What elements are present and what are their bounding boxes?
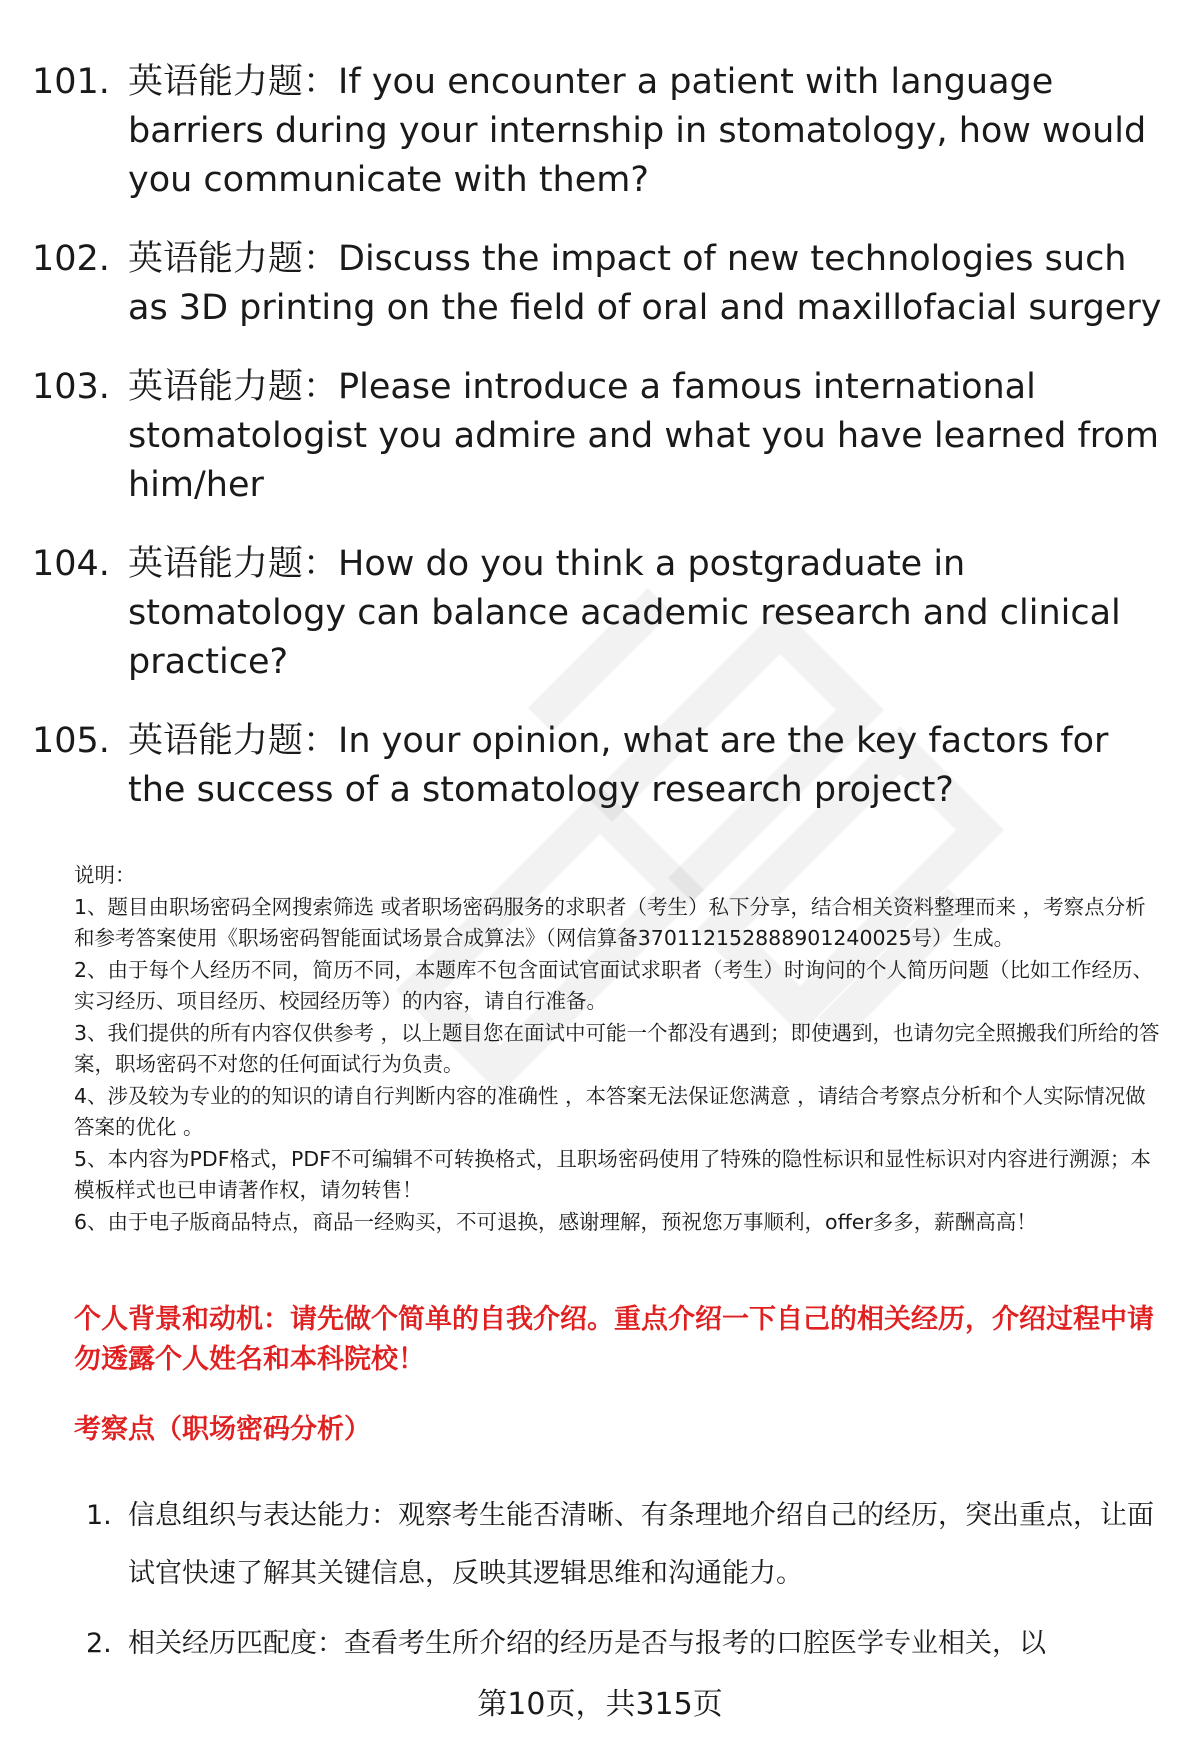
point-number: 2. <box>86 1628 112 1659</box>
point-text: 相关经历匹配度：查看考生所介绍的经历是否与报考的口腔医学专业相关，以 <box>128 1628 1046 1659</box>
question-text: 英语能力题：How do you think a postgraduate in stomatology can balance academic research and clinical practice? <box>128 544 1121 682</box>
point-text: 信息组织与表达能力：观察考生能否清晰、有条理地介绍自己的经历，突出重点，让面试官快速了解其关键信息，反映其逻辑思维和沟通能力。 <box>128 1500 1154 1589</box>
analysis-point <box>74 1615 1164 1673</box>
notes-section <box>74 860 1164 1238</box>
analysis-points <box>74 1487 1164 1685</box>
question-item <box>32 363 1172 510</box>
question-item <box>32 717 1172 815</box>
point-number: 1. <box>86 1500 112 1531</box>
question-item <box>32 540 1172 687</box>
question-number: 104. <box>32 544 110 584</box>
question-text: 英语能力题：Discuss the impact of new technologies such as 3D printing on the field of oral and maxillofacial surgery <box>128 239 1162 328</box>
question-number: 105. <box>32 721 110 761</box>
question-text: 英语能力题：If you encounter a patient with language barriers during your internship in stomatology, how would you communicate with them? <box>128 62 1147 200</box>
analysis-point <box>74 1487 1164 1603</box>
note-item: 5、本内容为PDF格式，PDF不可编辑不可转换格式，且职场密码使用了特殊的隐性标识和显性标识对内容进行溯源；本模板样式也已申请著作权，请勿转售！ <box>74 1146 1151 1202</box>
question-item <box>32 235 1172 333</box>
question-number: 102. <box>32 239 110 279</box>
page-footer: 第10页，共315页 <box>477 1687 723 1722</box>
section-heading: 个人背景和动机：请先做个简单的自我介绍。重点介绍一下自己的相关经历，介绍过程中请勿透露个人姓名和本科院校！ <box>74 1304 1154 1375</box>
question-item <box>32 58 1172 205</box>
note-item: 4、涉及较为专业的的知识的请自行判断内容的准确性 ，本答案无法保证您满意 ，请结合考察点分析和个人实际情况做答案的优化 。 <box>74 1083 1146 1139</box>
question-number: 101. <box>32 62 110 102</box>
note-item: 6、由于电子版商品特点，商品一经购买，不可退换，感谢理解，预祝您万事顺利，offer多多，薪酬高高！ <box>74 1209 1037 1234</box>
note-item: 1、题目由职场密码全网搜索筛选 或者职场密码服务的求职者（考生）私下分享，结合相关资料整理而来 ，考察点分析和参考答案使用《职场密码智能面试场景合成算法》（网信算备370112152888901240025号）生成。 <box>74 894 1146 950</box>
section-subheading: 考察点（职场密码分析） <box>74 1414 371 1445</box>
notes-title: 说明： <box>74 863 136 887</box>
question-text: 英语能力题：Please introduce a famous international stomatologist you admire and what you have learned from him/her <box>128 367 1159 505</box>
question-text: 英语能力题：In your opinion, what are the key factors for the success of a stomatology research project? <box>128 721 1109 810</box>
note-item: 3、我们提供的所有内容仅供参考 ，以上题目您在面试中可能一个都没有遇到；即使遇到，也请勿完全照搬我们所给的答案，职场密码不对您的任何面试行为负责。 <box>74 1020 1160 1076</box>
question-list <box>32 58 1172 845</box>
note-item: 2、由于每个人经历不同，简历不同，本题库不包含面试官面试求职者（考生）时询问的个人简历问题（比如工作经历、实习经历、项目经历、校园经历等）的内容，请自行准备。 <box>74 957 1154 1013</box>
question-number: 103. <box>32 367 110 407</box>
